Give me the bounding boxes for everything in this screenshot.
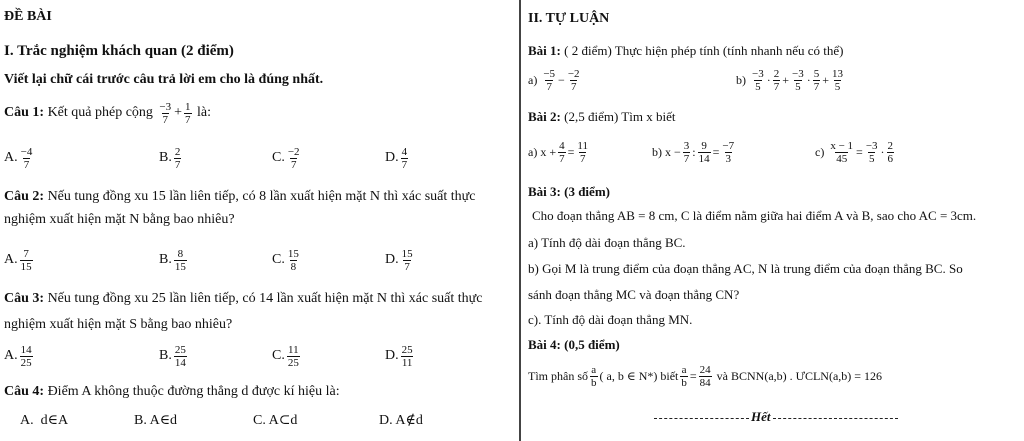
end-marker: Hết	[652, 410, 900, 423]
bai-4-heading: Bài 4: (0,5 điểm)	[528, 337, 620, 352]
q3-option-b[interactable]: B. $\frac{25}{14}$	[159, 343, 186, 369]
instruction: Viết lại chữ cái trước câu trả lời em cho là đúng nhất.	[4, 72, 324, 87]
fraction: $\frac{1}{7}$	[185, 100, 191, 126]
q3-option-c[interactable]: C. $\frac{11}{25}$	[272, 343, 299, 369]
q2-option-c[interactable]: C. $\frac{15}{8}$	[272, 247, 299, 273]
q1-option-b[interactable]: B. $\frac{2}{7}$	[159, 145, 181, 171]
question-1: Câu 1: Kết quả phép cộng $\frac{-3}{7}$ + $\frac{1}{7}$ là:	[4, 100, 212, 126]
q4-option-d[interactable]: D. A∉d	[379, 413, 423, 428]
bai-1-b: b) $\frac{-3}{5}$ · $\frac{2}{7}$ + $\frac{-3}{5}$ · $\frac{5}{7}$ + $\frac{13}{5}$	[736, 67, 843, 93]
section-2-heading: II. TỰ LUẬN	[528, 11, 610, 26]
q4-option-a[interactable]: A. d∈A	[20, 413, 69, 428]
q4-option-b[interactable]: B. A∈d	[134, 413, 178, 428]
bai-1-a: a) $\frac{-5}{7}$ − $\frac{-2}{7}$	[528, 67, 580, 93]
q2-option-a[interactable]: A. $\frac{7}{15}$	[4, 247, 32, 273]
question-1-text: Kết quả phép cộng	[47, 105, 153, 120]
bai-2-c: c) $\frac{x - 1}{45}$ = $\frac{-3}{5}$ · $\frac{2}{6}$	[815, 139, 894, 165]
bai-3-heading: Bài 3: (3 điểm)	[528, 184, 610, 199]
q2-option-b[interactable]: B. $\frac{8}{15}$	[159, 247, 186, 273]
q1-option-a[interactable]: A. $\frac{-4}{7}$	[4, 145, 33, 171]
column-divider	[519, 0, 521, 441]
bai-3-b-line-2: sánh đoạn thẳng MC và đoạn thẳng CN?	[528, 287, 740, 302]
question-3-line-2: nghiệm xuất hiện mặt S bằng bao nhiêu?	[4, 317, 233, 332]
bai-3-a: a) Tính độ dài đoạn thẳng BC.	[528, 235, 686, 250]
question-2-line-2: nghiệm xuất hiện mặt N bằng bao nhiêu?	[4, 212, 235, 227]
q2-option-d[interactable]: D. $\frac{15}{7}$	[385, 247, 413, 273]
q3-option-a[interactable]: A. $\frac{14}{25}$	[4, 343, 32, 369]
q3-option-d[interactable]: D. $\frac{25}{11}$	[385, 343, 413, 369]
bai-2-b: b) x − $\frac{3}{7}$ : $\frac{9}{14}$ = $\frac{-7}{3}$	[652, 139, 735, 165]
q1-option-d[interactable]: D. $\frac{4}{7}$	[385, 145, 408, 171]
bai-1-heading: Bài 1: ( 2 điểm) Thực hiện phép tính (tính nhanh nếu có thể)	[528, 43, 844, 58]
bai-2-heading: Bài 2: (2,5 điểm) Tìm x biết	[528, 109, 676, 124]
bai-2-a: a) x + $\frac{4}{7}$ = $\frac{11}{7}$	[528, 139, 588, 165]
question-3-line-1: Câu 3: Nếu tung đồng xu 25 lần liên tiếp, có 14 lần xuất hiện mặt N thì xác suất thực	[4, 291, 483, 306]
bai-4-body: Tìm phân số $\frac{a}{b}$ ( a, b ∈ N*) biết $\frac{a}{b}$ = $\frac{24}{84}$ và BCNN(a,b) . ƯCLN(a,b) = 126	[528, 363, 883, 389]
fraction: $\frac{-3}{7}$	[159, 100, 172, 126]
q1-option-c[interactable]: C. $\frac{-2}{7}$	[272, 145, 300, 171]
question-2-line-1: Câu 2: Nếu tung đồng xu 15 lần liên tiếp, có 8 lần xuất hiện mặt N thì xác suất thực	[4, 189, 476, 204]
bai-3-b-line-1: b) Gọi M là trung điểm của đoạn thẳng AC, N là trung điểm của đoạn thẳng BC. So	[528, 261, 963, 276]
bai-3-line-1: Cho đoạn thẳng AB = 8 cm, C là điểm nằm giữa hai điểm A và B, sao cho AC = 3cm.	[532, 208, 977, 223]
question-1-prefix: Câu 1:	[4, 105, 45, 120]
question-4: Câu 4: Điểm A không thuộc đường thẳng d được kí hiệu là:	[4, 384, 340, 399]
section-1-heading: I. Trắc nghiệm khách quan (2 điểm)	[4, 43, 234, 59]
doc-title: ĐỀ BÀI	[4, 9, 52, 24]
bai-3-c: c). Tính độ dài đoạn thẳng MN.	[528, 312, 693, 327]
q4-option-c[interactable]: C. A⊂d	[253, 413, 298, 428]
